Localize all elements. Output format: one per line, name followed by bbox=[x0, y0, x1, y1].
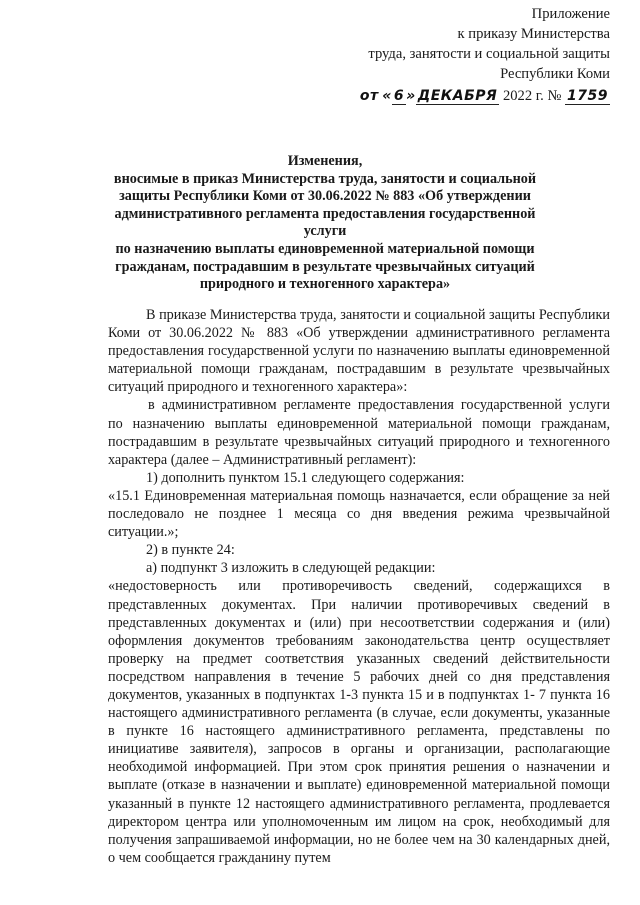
paragraph-regulation: в административном регламенте предоставления государственной услуги по назначению выплаты единовременной материальной помощи гражданам, пострадавшим в результате чрезвычайных ситуаций природного и техногенного характера (далее – Административный регламент): bbox=[108, 397, 610, 468]
title-line-4: административного регламента предоставления государственной услуги bbox=[114, 205, 536, 240]
appendix-header bbox=[360, 4, 610, 108]
appendix-line-1: Приложение bbox=[531, 6, 610, 22]
title-line-6: гражданам, пострадавшим в результате чрезвычайных ситуаций bbox=[115, 258, 535, 275]
paragraph-new-wording: «недостоверность или противоречивость сведений, содержащихся в представленных документах. При наличии противоречивых сведений в представленных документах и (или) при несоответствии содержания и (или) оформления документов требованиям законодательства центр осуществляет проверку на предмет соответствия указанных сведений действительности посредством направления в течение 5 рабочих дней со дня представления документов, указанных в подпунктах 1-3 пункта 15 и в подпунктах 1- 7 пункта 16 настоящего административного регламента (в случае, если документы, указанные в пункте 16 настоящего административного регламента, представлены по инициативе заявителя), запросов в органы и организации, располагающие необходимой информацией. При этом срок принятия решения о назначении и выплате (отказе в назначении и выплате) единовременной материальной помощи указанный в пункте 12 настоящего административного регламента, продлевается директором центра или уполномоченным им лицом на срок, необходимый для получения запрашиваемой информации, но не более чем на 30 календарных дней, о чем сообщается гражданину путем bbox=[108, 578, 610, 866]
paragraph-intro: В приказе Министерства труда, занятости и социальной защиты Республики Коми от 30.06.2022 № 883 «Об утверждении административного регламента предоставления государственной услуги по назначению выплаты единовременной материальной помощи гражданам, пострадавшим в результате чрезвычайных ситуаций природного и техногенного характера»: bbox=[108, 307, 610, 396]
order-day-close-quote: » bbox=[406, 88, 416, 104]
title-line-2: вносимые в приказ Министерства труда, занятости и социальной bbox=[113, 170, 537, 187]
order-number: 1759 bbox=[567, 88, 608, 104]
appendix-line-3: труда, занятости и социальной защиты bbox=[368, 46, 610, 62]
paragraph-item-2: 2) в пункте 24: bbox=[146, 542, 235, 559]
title-line-5: по назначению выплаты единовременной материальной помощи bbox=[115, 240, 535, 257]
order-date-line bbox=[360, 86, 610, 108]
title-line-1: Изменения, bbox=[287, 153, 363, 169]
appendix-line-4: Республики Коми bbox=[500, 66, 610, 82]
document-body bbox=[108, 306, 610, 867]
paragraph-item-1: 1) дополнить пунктом 15.1 следующего содержания: bbox=[146, 469, 465, 486]
document-title bbox=[100, 153, 550, 294]
order-prefix: от bbox=[359, 88, 379, 104]
title-line-7: природного и техногенного характера» bbox=[199, 276, 451, 293]
paragraph-clause-15-1: «15.1 Единовременная материальная помощь назначается, если обращение за ней последовало не позднее 1 месяца со дня введения режима чрезвычайной ситуации.»; bbox=[108, 487, 610, 541]
appendix-line-2: к приказу Министерства bbox=[457, 26, 610, 42]
order-day-open-quote: « bbox=[382, 88, 392, 104]
paragraph-subitem-a: а) подпункт 3 изложить в следующей редакции: bbox=[146, 560, 436, 577]
order-day: 6 bbox=[393, 88, 405, 104]
order-month: ДЕКАБРЯ bbox=[417, 88, 498, 104]
order-number-label: № bbox=[547, 88, 562, 104]
order-year: 2022 г. bbox=[502, 88, 544, 104]
title-line-3: защиты Республики Коми от 30.06.2022 № 883 «Об утверждении bbox=[119, 188, 531, 205]
